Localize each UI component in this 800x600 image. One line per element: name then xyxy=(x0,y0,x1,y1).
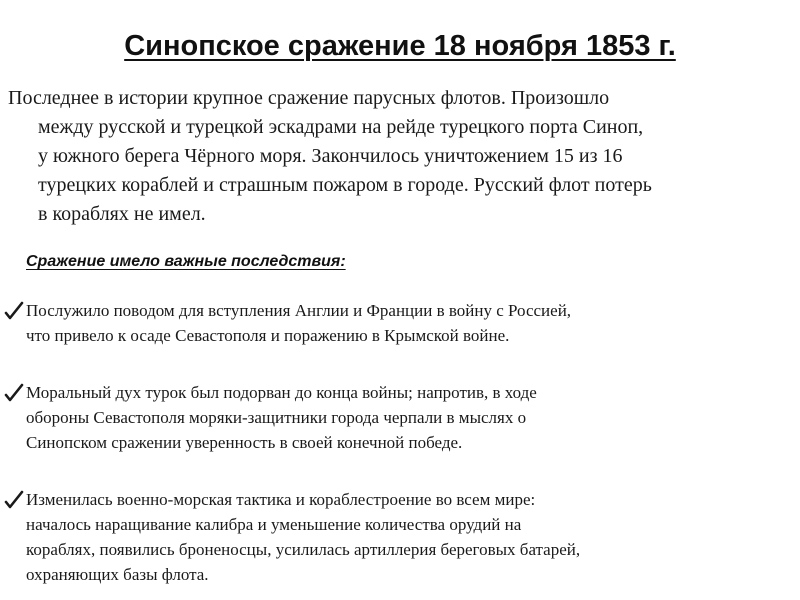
intro-line: турецких кораблей и страшным пожаром в городе. Русский флот потерь xyxy=(38,174,652,196)
slide-title: Синопское сражение 18 ноября 1853 г. xyxy=(124,30,676,62)
consequence-line: что привело к осаде Севастополя и поражению в Крымской войне. xyxy=(26,326,510,345)
checkmark-icon xyxy=(4,298,24,323)
consequence-item xyxy=(4,298,794,348)
consequence-line: Моральный дух турок был подорван до конца войны; напротив, в ходе xyxy=(26,383,537,402)
consequences-heading: Сражение имело важные последствия: xyxy=(26,253,346,270)
consequence-line: обороны Севастополя моряки-защитники города черпали в мыслях о xyxy=(26,408,527,427)
checkmark-icon xyxy=(4,380,24,405)
intro-paragraph xyxy=(8,84,798,229)
consequence-line: началось наращивание калибра и уменьшение количества орудий на xyxy=(26,515,522,534)
intro-line: в кораблях не имел. xyxy=(38,203,206,225)
consequence-line: охраняющих базы флота. xyxy=(26,565,209,584)
intro-line: у южного берега Чёрного моря. Закончилось уничтожением 15 из 16 xyxy=(38,145,623,167)
consequence-line: Послужило поводом для вступления Англии и Франции в войну с Россией, xyxy=(26,301,572,320)
consequence-item xyxy=(4,487,794,587)
consequence-item xyxy=(4,380,794,455)
consequence-line: Синопском сражении уверенность в своей конечной победе. xyxy=(26,433,463,452)
checkmark-icon xyxy=(4,487,24,512)
intro-line: Последнее в истории крупное сражение парусных флотов. Произошло xyxy=(8,87,610,109)
intro-line: между русской и турецкой эскадрами на рейде турецкого порта Синоп, xyxy=(38,116,644,138)
consequence-line: кораблях, появились броненосцы, усилилась артиллерия береговых батарей, xyxy=(26,540,581,559)
consequence-line: Изменилась военно-морская тактика и кораблестроение во всем мире: xyxy=(26,490,536,509)
